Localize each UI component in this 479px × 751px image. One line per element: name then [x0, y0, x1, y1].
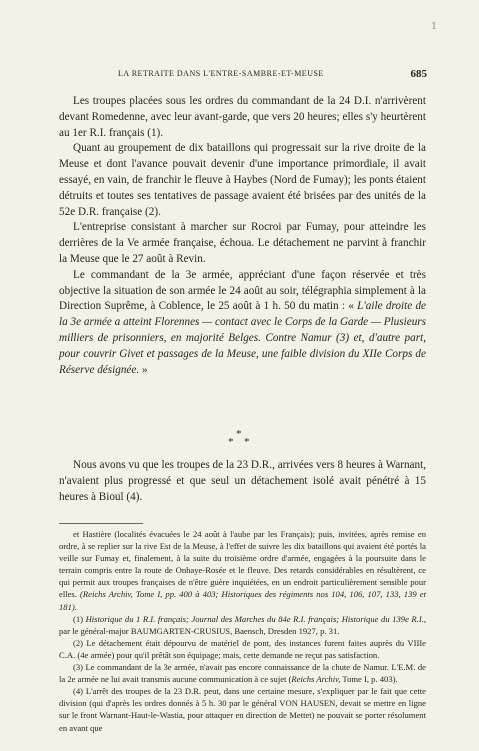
- footnote-rule: [59, 523, 143, 524]
- footnote-continuation-text: et Hastière (localités évacuées le 24 août à l'aube par les Français); puis, invitées, après remise en ordre, à se replier sur la rive Est de la Meuse, à l'effet de suivre les dix bataillons qui avaient été portés la veille sur Fumay et, finalement, à la suite du troisième ordre d'armée, engagées à la poursuite dans le terrain compris entre la route de Onhaye-Rosée et le fleuve. Des retards considérables en résultèrent, ce qui permit aux troupes françaises de n'être guère inquiétées, en un endroit particulièrement sensible pour elles.: [59, 529, 426, 600]
- running-head: [60, 68, 427, 82]
- footnote-2: (2) Le détachement était dépourvu de matériel de pont, des instances furent faites auprès du VIIIe C.A. (4e armée) pour qu'il prêtât son équipage; mais, cette demande ne reçut pas satisfaction.: [59, 637, 426, 660]
- separator-star: *: [244, 436, 250, 448]
- paragraph-4-intro: Le commandant de la 3e armée, appréciant d'une façon réservée et très objective la situation de son armée le 24 août au soir, télégraphia simplement à la Direction Suprême, à Coblence, le 25 août à 1 h. 50 du matin : «: [59, 268, 426, 313]
- paragraph-2: Quant au groupement de dix bataillons qui progressait sur la rive droite de la Meuse et dont l'avance pouvait devenir d'une importance primordiale, il avait essayé, en vain, de franchir le fleuve à Haybes (Nord de Fumay); les ponts étaient détruits et toutes ses tentatives de passage avaient été brisées par des unités de la 52e D.R. française (2).: [59, 142, 426, 218]
- footnote-1-author: par le général-major BAUMGARTEN-CRUSIUS, Baensch, Dresden 1927, p. 31.: [59, 625, 340, 636]
- separator-star: *: [228, 436, 234, 448]
- footnote-continuation-ref: (Reichs Archiv, Tome I, pp. 400 à 403; Historiques des régiments nos 104, 106, 107, 133, 139 et 181).: [59, 589, 426, 612]
- running-title: LA RETRAITE DANS L'ENTRE-SAMBRE-ET-MEUSE: [118, 69, 324, 78]
- footnote-1-number: (1): [73, 613, 86, 624]
- paragraph-4-close: »: [139, 363, 148, 376]
- page-number: 685: [410, 68, 427, 80]
- paragraph-1: Les troupes placées sous les ordres du commandant de la 24 D.I. n'arrivèrent devant Romedenne, avec leur avant-garde, que vers 20 heures; elles s'y heurtèrent au 1er R.I. français (1).: [59, 95, 426, 139]
- footnote-3-text: (3) Le commandant de la 3e armée, n'avait pas encore connaissance de la chute de Namur. L'E.M. de la 2e armée ne lui avait transmis aucune communication à ce sujet (: [59, 662, 426, 685]
- footnote-continuation: [59, 528, 426, 613]
- footnote-1: [59, 613, 426, 637]
- footnote-3-source: Reichs Archiv,: [291, 674, 341, 685]
- main-text-2: [59, 458, 426, 505]
- footnote-4: (4) L'arrêt des troupes de la 23 D.R. peut, dans une certaine mesure, s'expliquer par le fait que cette division (qui d'après les ordres donnés à 5 h. 30 par le général VON HAUSEN, devait se mettre en ligne sur le front Warnant-Haut-le-Wastia, pour attaquer en direction de Mettet) ne pouvait se porter résolument en avant que: [59, 686, 426, 733]
- telegram-quote: L'aile droite de la 3e armée a atteint Florennes — contact avec le Corps de la Garde — Plusieurs milliers de prisonniers, en majorité Belges. Contre Namur (3) et, d'autre part, pour couvrir Givet et passages de la Meuse, une faible division du XIIe Corps de Réserve désignée.: [59, 300, 427, 376]
- main-text: [59, 94, 426, 378]
- footnote-3: [59, 661, 426, 685]
- separator-star: *: [236, 428, 242, 440]
- paragraph-4: [59, 268, 426, 379]
- footnotes: [59, 528, 426, 734]
- footnote-3-ref: Tome I, p. 403).: [340, 674, 398, 685]
- footnote-1-titles: Historique du 1 R.I. français; Journal des Marches du 84e R.I. français; Historique du 139e R.I.,: [85, 613, 426, 624]
- paragraph-5: Nous avons vu que les troupes de la 23 D.R., arrivées vers 8 heures à Warnant, n'avaient plus progressé et que seul un détachement isolé avait pénétré à 15 heures à Bioul (4).: [59, 459, 426, 503]
- paragraph-3: L'entreprise consistant à marcher sur Rocroi par Fumay, pour atteindre les derrières de la Ve armée française, échoua. Le détachement ne parvint à franchir la Meuse que le 27 août à Revin.: [59, 221, 426, 265]
- corner-mark: 1: [431, 22, 437, 32]
